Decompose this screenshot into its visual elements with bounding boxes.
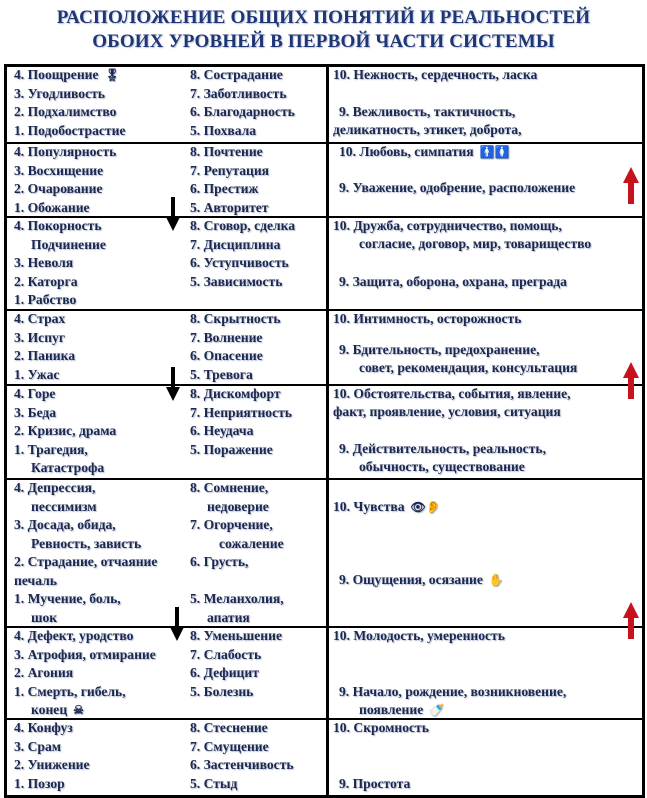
list-item <box>190 199 269 218</box>
list-item <box>190 236 280 255</box>
table-row <box>7 478 642 626</box>
list-item <box>190 347 263 366</box>
list-item <box>333 217 562 236</box>
list-item <box>14 254 73 273</box>
item-text: 8. Скрытность <box>190 311 281 326</box>
item-text: 4. Популярность <box>14 144 117 159</box>
list-item <box>14 627 133 646</box>
item-text: Ревность, зависть <box>31 535 142 551</box>
item-text: 8. Дискомфорт <box>190 386 281 401</box>
list-item <box>339 341 540 360</box>
list-item <box>333 498 441 517</box>
item-text: 6. Неудача <box>190 423 254 438</box>
list-item <box>333 385 571 404</box>
list-item <box>14 310 65 329</box>
item-text: согласие, договор, мир, товарищество <box>359 236 592 251</box>
list-item <box>190 85 287 104</box>
item-text: 2. Страдание, отчаяние <box>14 554 158 569</box>
item-text: совет, рекомендация, консультация <box>359 360 578 375</box>
list-item <box>14 347 75 366</box>
item-text: 1. Смерть, гибель, <box>14 683 126 699</box>
item-text: обычность, существование <box>359 459 525 474</box>
item-text: 5. Тревога <box>190 366 253 382</box>
item-text: 9. Защита, оборона, охрана, преграда <box>339 274 567 289</box>
list-item <box>14 143 116 162</box>
item-text: 4. Покорность <box>14 218 102 233</box>
item-text: 2. Унижение <box>14 757 90 772</box>
title-line-1: РАСПОЛОЖЕНИЕ ОБЩИХ ПОНЯТИЙ И РЕАЛЬНОСТЕЙ <box>56 7 591 28</box>
table-row <box>7 384 642 478</box>
list-item <box>190 719 268 738</box>
item-text: 4. Поощрение <box>14 67 99 82</box>
item-text: 8. Стеснение <box>190 720 268 735</box>
list-item <box>14 590 121 609</box>
list-item <box>14 664 73 683</box>
list-item <box>339 571 504 590</box>
eye-ear-icon: 👁👂 <box>410 500 441 514</box>
list-item <box>190 103 295 122</box>
list-item <box>31 609 57 628</box>
list-item <box>14 273 78 292</box>
list-item <box>31 701 84 720</box>
list-item <box>333 719 429 738</box>
item-text: 2. Подхалимство <box>14 104 117 119</box>
list-item <box>14 756 90 775</box>
list-item <box>14 385 55 404</box>
list-item <box>333 310 521 329</box>
list-item <box>333 627 505 646</box>
item-text: 1. Позор <box>14 775 65 791</box>
item-text: 9. Ощущения, осязание <box>339 572 483 587</box>
list-item <box>190 646 261 665</box>
list-item <box>190 143 263 162</box>
item-text: 10. Чувства <box>333 499 405 514</box>
item-text: 6. Уступчивость <box>190 255 289 270</box>
item-text: появление <box>359 702 424 717</box>
item-text: 2. Каторга <box>14 273 78 289</box>
list-item <box>190 404 292 423</box>
item-text: пессимизм <box>31 498 97 514</box>
list-item <box>14 738 61 757</box>
item-text: 3. Беда <box>14 404 57 420</box>
item-text: 7. Репутация <box>190 162 270 178</box>
list-item <box>207 609 250 628</box>
list-item <box>14 553 157 572</box>
list-item <box>339 103 515 122</box>
list-item <box>190 329 262 348</box>
item-text: 6. Грусть, <box>190 554 249 569</box>
item-text: 7. Заботливость <box>190 85 287 101</box>
list-item <box>333 121 522 140</box>
list-item <box>14 479 95 498</box>
list-item <box>359 458 525 477</box>
list-item <box>190 479 268 498</box>
item-text: 10. Молодость, умеренность <box>333 628 505 643</box>
list-item <box>190 217 295 236</box>
item-text: 10. Любовь, симпатия <box>339 144 474 159</box>
item-text: Катастрофа <box>31 460 105 475</box>
item-text: 7. Неприятность <box>190 404 292 420</box>
list-item <box>14 162 103 181</box>
item-text: 6. Дефицит <box>190 665 259 680</box>
item-text: 7. Волнение <box>190 329 263 345</box>
item-text: 7. Огорчение, <box>190 517 273 532</box>
list-item <box>14 404 56 423</box>
item-text: апатия <box>207 609 250 625</box>
item-text: 10. Нежность, сердечность, ласка <box>333 67 538 82</box>
list-item <box>359 701 444 720</box>
item-text: 3. Угодливость <box>14 85 105 101</box>
item-text: 10. Обстоятельства, события, явление, <box>333 386 571 401</box>
item-text: Подчинение <box>31 236 106 252</box>
item-text: 3. Восхищение <box>14 162 104 178</box>
item-text: 8. Почтение <box>190 144 263 159</box>
item-text: 5. Похвала <box>190 122 257 138</box>
table-row <box>7 216 642 309</box>
list-item <box>190 627 282 646</box>
item-text: 5. Стыд <box>190 775 238 791</box>
item-text: 1. Ужас <box>14 366 60 382</box>
table-row <box>7 626 642 718</box>
list-item <box>339 683 566 702</box>
list-item <box>339 143 509 162</box>
list-item <box>14 775 65 794</box>
list-item <box>31 498 97 517</box>
list-item <box>190 122 256 141</box>
item-text: 5. Меланхолия, <box>190 591 284 606</box>
item-text: 1. Рабство <box>14 292 77 307</box>
list-item <box>190 422 253 441</box>
list-item <box>14 683 126 702</box>
concepts-table <box>4 64 645 798</box>
list-item <box>31 459 104 478</box>
table-row <box>7 718 642 795</box>
item-text: 10. Скромность <box>333 720 429 735</box>
item-text: 4. Депрессия, <box>14 480 96 495</box>
list-item <box>190 516 273 535</box>
list-item <box>14 516 116 535</box>
list-item <box>359 235 591 254</box>
list-item <box>190 738 269 757</box>
item-text: 2. Паника <box>14 348 76 363</box>
medal-icon: 🎖 <box>104 68 120 82</box>
item-text: 2. Агония <box>14 665 74 680</box>
list-item <box>339 273 567 292</box>
item-text: 3. Неволя <box>14 255 74 270</box>
skull-icon: ☠ <box>73 703 84 717</box>
item-text: конец <box>31 702 68 717</box>
list-item <box>333 66 537 85</box>
item-text: 5. Болезнь <box>190 683 254 699</box>
list-item <box>190 441 273 460</box>
item-text: 2. Кризис, драма <box>14 423 117 438</box>
item-text: 9. Простота <box>339 776 411 791</box>
list-item <box>14 291 76 310</box>
list-item <box>14 180 103 199</box>
item-text: 10. Интимность, осторожность <box>333 311 522 326</box>
item-text: 3. Досада, обида, <box>14 517 116 532</box>
item-text: 7. Дисциплина <box>190 236 281 252</box>
table-row <box>7 309 642 384</box>
item-text: недоверие <box>207 498 269 514</box>
item-text: деликатность, этикет, доброта, <box>333 122 522 137</box>
list-item <box>339 179 575 198</box>
list-item <box>14 441 88 460</box>
list-item <box>207 498 269 517</box>
item-text: 6. Благодарность <box>190 104 295 119</box>
list-item <box>190 664 259 683</box>
list-item <box>14 366 59 385</box>
item-text: 10. Дружба, сотрудничество, помощь, <box>333 218 562 233</box>
item-text: 8. Уменьшение <box>190 628 282 643</box>
item-text: 8. Сговор, сделка <box>190 218 296 233</box>
list-item <box>190 66 283 85</box>
hand-icon: ✋ <box>488 573 504 587</box>
list-item <box>339 440 546 459</box>
list-item <box>190 385 281 404</box>
item-text: 9. Вежливость, тактичность, <box>339 104 516 119</box>
list-item <box>190 310 281 329</box>
item-text: 4. Дефект, уродство <box>14 628 134 643</box>
item-text: 8. Сомнение, <box>190 480 269 495</box>
item-text: шок <box>31 609 58 625</box>
list-item <box>190 756 294 775</box>
item-text: печаль <box>14 572 57 588</box>
list-item <box>31 236 106 255</box>
list-item <box>14 422 116 441</box>
list-item <box>190 273 282 292</box>
item-text: 1. Мучение, боль, <box>14 591 121 606</box>
list-item <box>190 775 237 794</box>
list-item <box>333 403 561 422</box>
item-text: 1. Обожание <box>14 199 90 215</box>
item-text: 4. Страх <box>14 311 66 326</box>
item-text: 6. Застенчивость <box>190 757 294 772</box>
baby-bottle-icon: 🍼 <box>429 703 445 717</box>
item-text: 9. Бдительность, предохранение, <box>339 342 540 357</box>
item-text: 8. Сострадание <box>190 67 283 82</box>
item-text: 2. Очарование <box>14 181 103 196</box>
item-text: 1. Трагедия, <box>14 441 88 457</box>
item-text: 4. Конфуз <box>14 720 73 735</box>
list-item <box>14 329 65 348</box>
item-text: 9. Действительность, реальность, <box>339 441 546 456</box>
list-item <box>219 535 284 554</box>
list-item <box>190 162 269 181</box>
item-text: 3. Испуг <box>14 329 66 345</box>
list-item <box>190 254 289 273</box>
item-text: 6. Опасение <box>190 348 263 363</box>
item-text: 3. Атрофия, отмирание <box>14 646 156 662</box>
item-text: 7. Смущение <box>190 738 269 754</box>
list-item <box>14 85 105 104</box>
item-text: 5. Поражение <box>190 441 273 457</box>
item-text: 9. Начало, рождение, возникновение, <box>339 684 567 699</box>
list-item <box>14 719 73 738</box>
item-text: 5. Авторитет <box>190 199 269 215</box>
item-text: 5. Зависимость <box>190 273 283 289</box>
item-text: 3. Срам <box>14 738 62 754</box>
list-item <box>190 180 258 199</box>
title-line-2: ОБОИХ УРОВНЕЙ В ПЕРВОЙ ЧАСТИ СИСТЕМЫ <box>92 31 555 52</box>
list-item <box>359 359 577 378</box>
item-text: 1. Подобострастие <box>14 122 126 138</box>
item-text: факт, проявление, условия, ситуация <box>333 404 561 419</box>
item-text: 6. Престиж <box>190 181 259 196</box>
list-item <box>14 66 120 85</box>
item-text: сожаление <box>219 535 284 551</box>
list-item <box>190 366 253 385</box>
list-item <box>14 103 116 122</box>
item-text: 4. Горе <box>14 386 56 401</box>
list-item <box>14 199 90 218</box>
list-item <box>339 775 410 794</box>
item-text: 9. Уважение, одобрение, расположение <box>339 180 576 195</box>
list-item <box>190 590 284 609</box>
list-item <box>14 646 156 665</box>
list-item <box>14 572 57 591</box>
table-row <box>7 142 642 216</box>
list-item <box>190 553 248 572</box>
list-item <box>31 535 141 554</box>
list-item <box>14 122 125 141</box>
list-item <box>190 683 253 702</box>
item-text: 7. Слабость <box>190 646 262 662</box>
table-row <box>7 67 642 142</box>
man-woman-icon: 🚹🚺 <box>479 145 510 159</box>
list-item <box>14 217 102 236</box>
